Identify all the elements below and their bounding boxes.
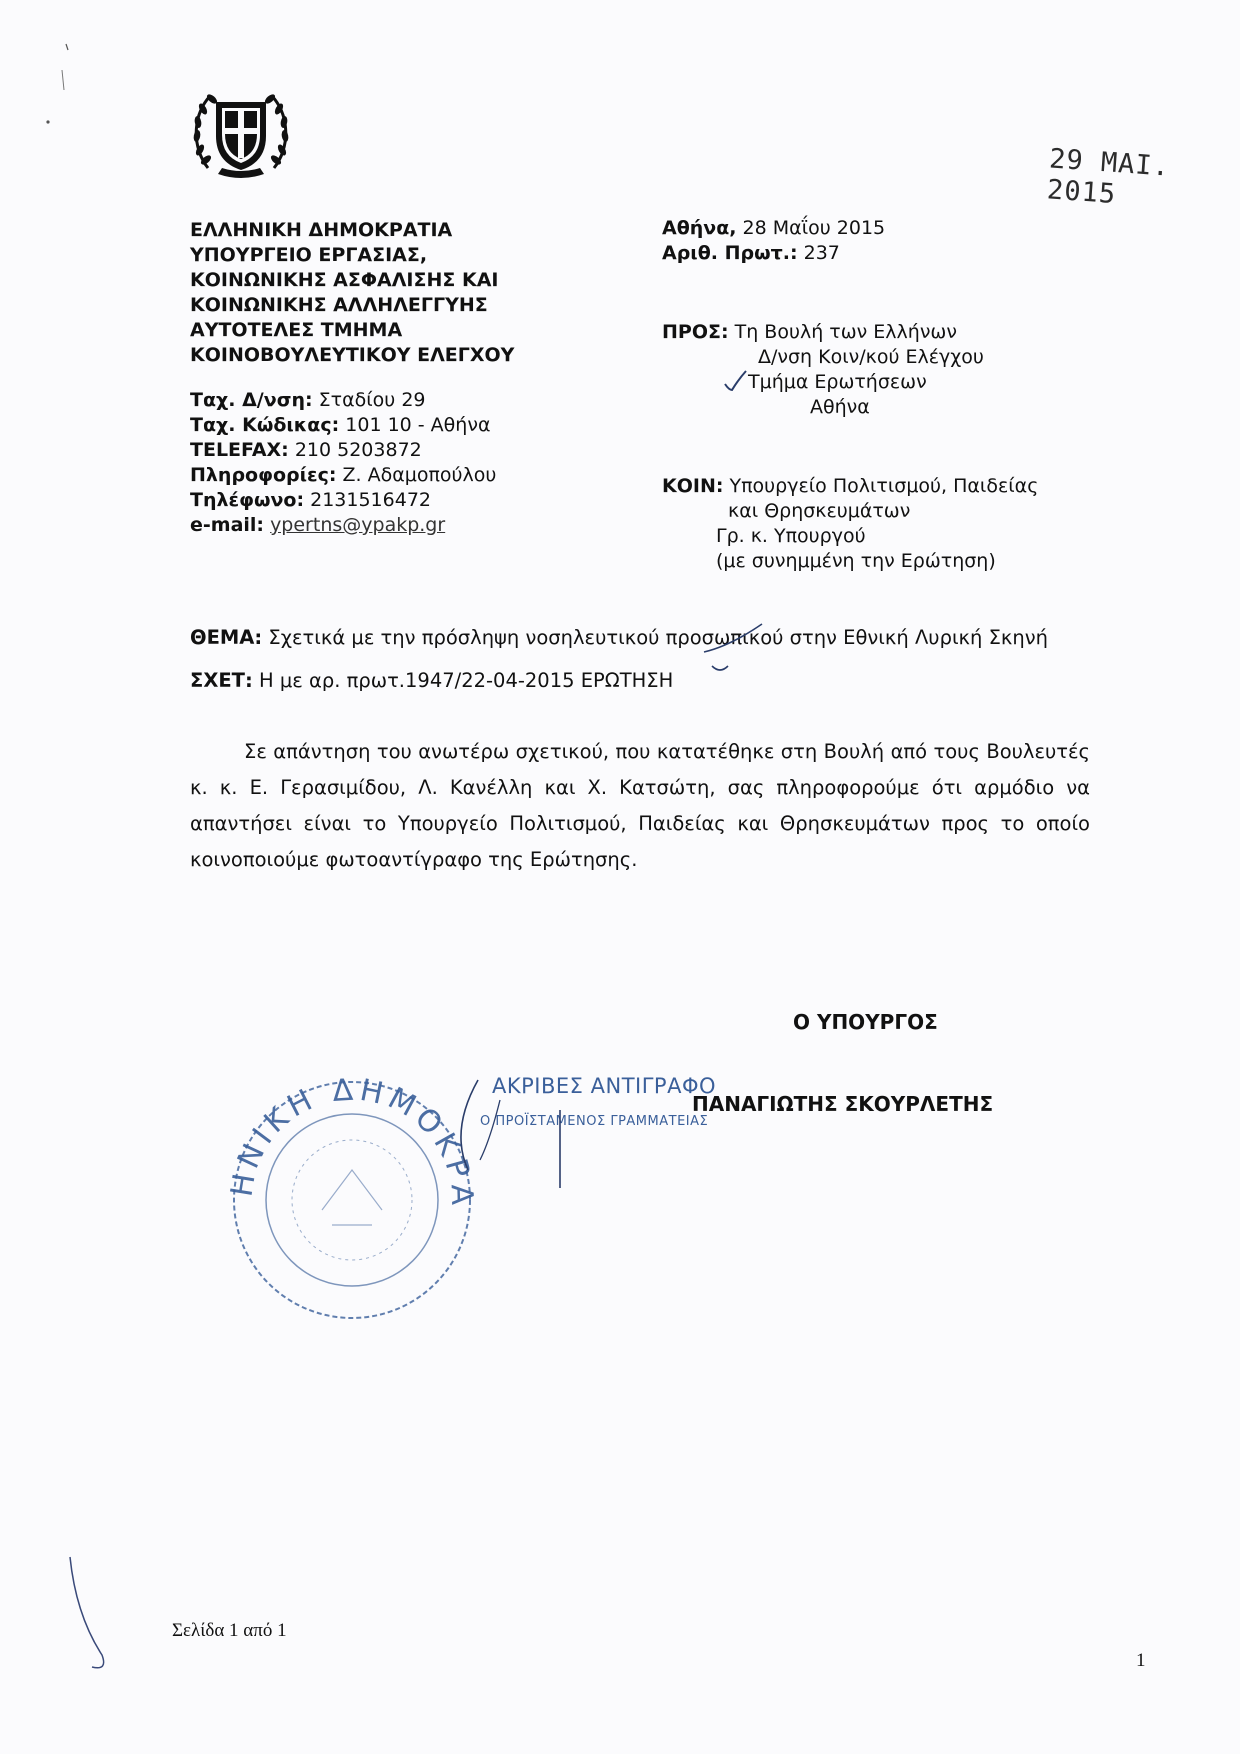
recipient-row xyxy=(662,320,984,345)
phone-label: Τηλέφωνο: xyxy=(190,489,305,511)
recipient-line: Δ/νση Κοιν/κού Ελέγχου xyxy=(758,346,984,368)
margin-pencil-mark xyxy=(62,1555,112,1675)
issuer-block xyxy=(190,218,514,368)
telefax-value: 210 5203872 xyxy=(294,439,422,461)
org-line: ΥΠΟΥΡΓΕΙΟ ΕΡΓΑΣΙΑΣ, xyxy=(190,244,428,266)
info-label: Πληροφορίες: xyxy=(190,464,337,486)
true-copy-stamp-line2: Ο ΠΡΟΪΣΤΑΜΕΝΟΣ ΓΡΑΜΜΑΤΕΙΑΣ xyxy=(480,1114,709,1129)
date-row xyxy=(662,216,885,241)
protocol-label: Αριθ. Πρωτ.: xyxy=(662,242,798,264)
address-row xyxy=(190,388,496,413)
postcode-label: Ταχ. Κώδικας: xyxy=(190,414,340,436)
reference-text: Η με αρ. πρωτ.1947/22-04-2015 ΕΡΩΤΗΣΗ xyxy=(258,669,674,692)
signatory-title: Ο ΥΠΟΥΡΓΟΣ xyxy=(793,1010,938,1034)
recipient-line: Τη Βουλή των Ελλήνων xyxy=(734,321,957,343)
page-label: Σελίδα 1 από 1 xyxy=(172,1620,287,1641)
phone-row xyxy=(190,488,496,513)
telefax-label: TELEFAX: xyxy=(190,439,289,461)
cc-line: (με συνημμένη την Ερώτηση) xyxy=(716,550,996,572)
email-label: e-mail: xyxy=(190,514,265,536)
postcode-row xyxy=(190,413,496,438)
org-line: ΚΟΙΝΟΒΟΥΛΕΥΤΙΚΟΥ ΕΛΕΓΧΟΥ xyxy=(190,344,515,366)
protocol-value: 237 xyxy=(803,242,840,264)
recipient-line: Αθήνα xyxy=(810,396,870,418)
org-line: ΑΥΤΟΤΕΛΕΣ ΤΜΗΜΑ xyxy=(190,319,403,341)
phone-value: 2131516472 xyxy=(310,489,431,511)
protocol-row xyxy=(662,241,885,266)
email-row xyxy=(190,513,496,538)
subject-row xyxy=(190,626,1048,650)
coat-of-arms-emblem xyxy=(188,78,294,186)
contact-block xyxy=(190,388,496,538)
cc-block xyxy=(662,474,1038,574)
recipient-label: ΠΡΟΣ: xyxy=(662,321,729,343)
date-protocol-block xyxy=(662,216,885,266)
received-date-stamp: 29 ΜΑΙ. 2015 xyxy=(1046,143,1171,211)
signatory-name: ΠΑΝΑΓΙΩΤΗΣ ΣΚΟΥΡΛΕΤΗΣ xyxy=(692,1092,994,1116)
reference-row xyxy=(190,669,673,693)
reference-label: ΣΧΕΤ: xyxy=(190,669,253,692)
handwritten-check-icon xyxy=(722,368,748,394)
recipient-line: Τμήμα Ερωτήσεων xyxy=(748,371,927,393)
body-paragraph xyxy=(190,734,1090,878)
true-copy-stamp-line1: ΑΚΡΙΒΕΣ ΑΝΤΙΓΡΑΦΟ xyxy=(492,1074,716,1098)
address-label: Ταχ. Δ/νση: xyxy=(190,389,313,411)
margin-pencil-mark xyxy=(38,40,78,130)
subject-text: Σχετικά με την πρόσληψη νοσηλευτικού προσωπικού στην Εθνική Λυρική Σκηνή xyxy=(268,626,1049,649)
info-row xyxy=(190,463,496,488)
subject-label: ΘΕΜΑ: xyxy=(190,626,263,649)
date-value: 28 Μαΐου 2015 xyxy=(742,217,886,239)
info-value: Ζ. Αδαμοπούλου xyxy=(342,464,497,486)
cc-line: Γρ. κ. Υπουργού xyxy=(716,525,866,547)
cc-label: ΚΟΙΝ: xyxy=(662,475,724,497)
greek-coat-of-arms-icon xyxy=(188,78,294,186)
address-value: Σταδίου 29 xyxy=(318,389,426,411)
handwritten-check-icon xyxy=(700,622,770,678)
org-line: ΚΟΙΝΩΝΙΚΗΣ ΑΣΦΑΛΙΣΗΣ ΚΑΙ xyxy=(190,269,499,291)
org-line: ΚΟΙΝΩΝΙΚΗΣ ΑΛΛΗΛΕΓΓΥΗΣ xyxy=(190,294,488,316)
cc-line: και Θρησκευμάτων xyxy=(728,500,911,522)
city-label: Αθήνα, xyxy=(662,217,737,239)
org-line: ΕΛΛΗΝΙΚΗ ΔΗΜΟΚΡΑΤΙΑ xyxy=(190,219,453,241)
postcode-value: 101 10 - Αθήνα xyxy=(345,414,491,436)
cc-row xyxy=(662,474,1038,499)
handwritten-signature xyxy=(440,1070,580,1190)
email-link[interactable]: ypertns@ypakp.gr xyxy=(270,514,446,536)
page-number: 1 xyxy=(1136,1650,1146,1671)
cc-line: Υπουργείο Πολιτισμού, Παιδείας xyxy=(729,475,1039,497)
recipient-block xyxy=(662,320,984,420)
body-text: Σε απάντηση του ανωτέρω σχετικού, που κατατέθηκε στη Βουλή από τους Βουλευτές κ. κ. Ε. Γερασιμίδου, Λ. Κανέλλη και Χ. Κατσώτη, σας πληροφορούμε ότι αρμόδιο να απαντήσει είναι το Υπουργείο Πολιτισμού, Παιδείας και Θρησκευμάτων προς το οποίο κοινοποιούμε φωτοαντίγραφο της Ερώτησης. xyxy=(190,740,1090,871)
telefax-row xyxy=(190,438,496,463)
seal-text: ΗΝΙΚΗ ΔΗΜΟΚΡΑ xyxy=(224,1072,480,1211)
